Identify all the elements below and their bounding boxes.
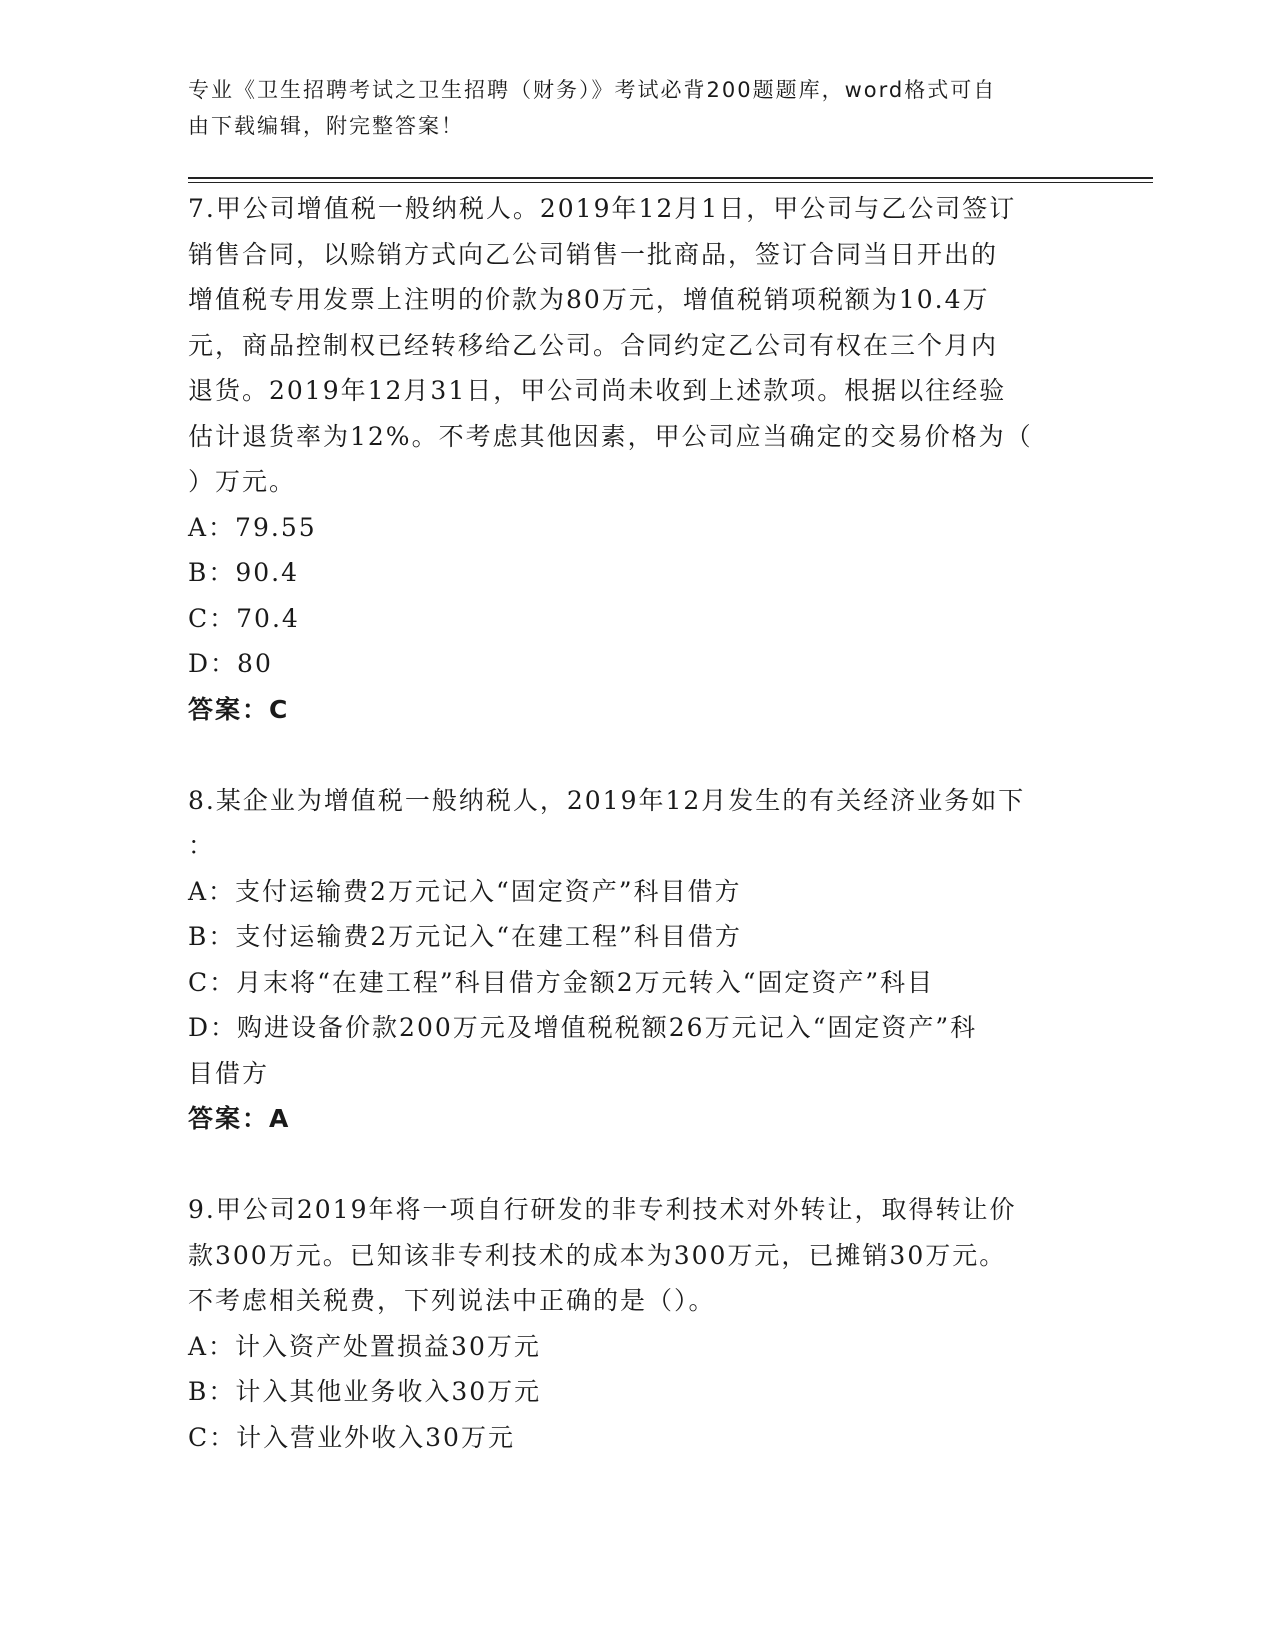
option-d: D：购进设备价款200万元及增值税税额26万元记入“固定资产”科: [188, 1013, 978, 1042]
document-header: [188, 72, 1068, 144]
question-line: 退货。2019年12月31日，甲公司尚未收到上述款项。根据以往经验: [188, 376, 1007, 405]
answer: 答案：C: [188, 694, 290, 724]
question-9: [188, 1187, 1088, 1460]
option-b: B：计入其他业务收入30万元: [188, 1377, 542, 1406]
option-b: B：90.4: [188, 558, 300, 587]
question-line: 销售合同，以赊销方式向乙公司销售一批商品，签订合同当日开出的: [188, 239, 999, 269]
question-line: 不考虑相关税费，下列说法中正确的是（）。: [188, 1286, 716, 1315]
option-c: C：计入营业外收入30万元: [188, 1422, 515, 1452]
question-line: 9.甲公司2019年将一项自行研发的非专利技术对外转让，取得转让价: [188, 1195, 1017, 1224]
question-7: [188, 186, 1088, 732]
option-c: C：70.4: [188, 603, 300, 633]
spacer: [188, 732, 1088, 778]
question-line: ）万元。: [188, 467, 297, 496]
question-8: [188, 778, 1088, 1142]
question-line: 增值税专用发票上注明的价款为80万元，增值税销项税额为10.4万: [188, 285, 990, 314]
option-d: D：80: [188, 649, 273, 678]
header-line-1: 专业《卫生招聘考试之卫生招聘（财务）》考试必背200题题库，word格式可自: [188, 78, 997, 102]
question-line: 7.甲公司增值税一般纳税人。2019年12月1日，甲公司与乙公司签订: [188, 194, 1017, 223]
option-c: C：月末将“在建工程”科目借方金额2万元转入“固定资产”科目: [188, 967, 935, 997]
question-line: 元，商品控制权已经转移给乙公司。合同约定乙公司有权在三个月内: [188, 330, 999, 360]
answer: 答案：A: [188, 1104, 291, 1133]
header-rule-thin: [188, 182, 1153, 183]
question-line: 估计退货率为12%。不考虑其他因素，甲公司应当确定的交易价格为（: [188, 421, 1033, 451]
option-a: A：支付运输费2万元记入“固定资产”科目借方: [188, 876, 742, 906]
question-line: 款300万元。已知该非专利技术的成本为300万元，已摊销30万元。: [188, 1240, 1007, 1270]
option-a: A：计入资产处置损益30万元: [188, 1331, 541, 1361]
header-rule-thick: [188, 177, 1153, 179]
option-a: A：79.55: [188, 512, 317, 542]
question-line: 8.某企业为增值税一般纳税人，2019年12月发生的有关经济业务如下: [188, 785, 1026, 815]
option-b: B：支付运输费2万元记入“在建工程”科目借方: [188, 922, 742, 951]
header-line-2: 由下载编辑，附完整答案！: [188, 114, 464, 138]
option-d-continued: 目借方: [188, 1058, 270, 1088]
question-line: ：: [188, 831, 216, 860]
spacer: [188, 1142, 1088, 1188]
document-body: [188, 186, 1088, 1460]
